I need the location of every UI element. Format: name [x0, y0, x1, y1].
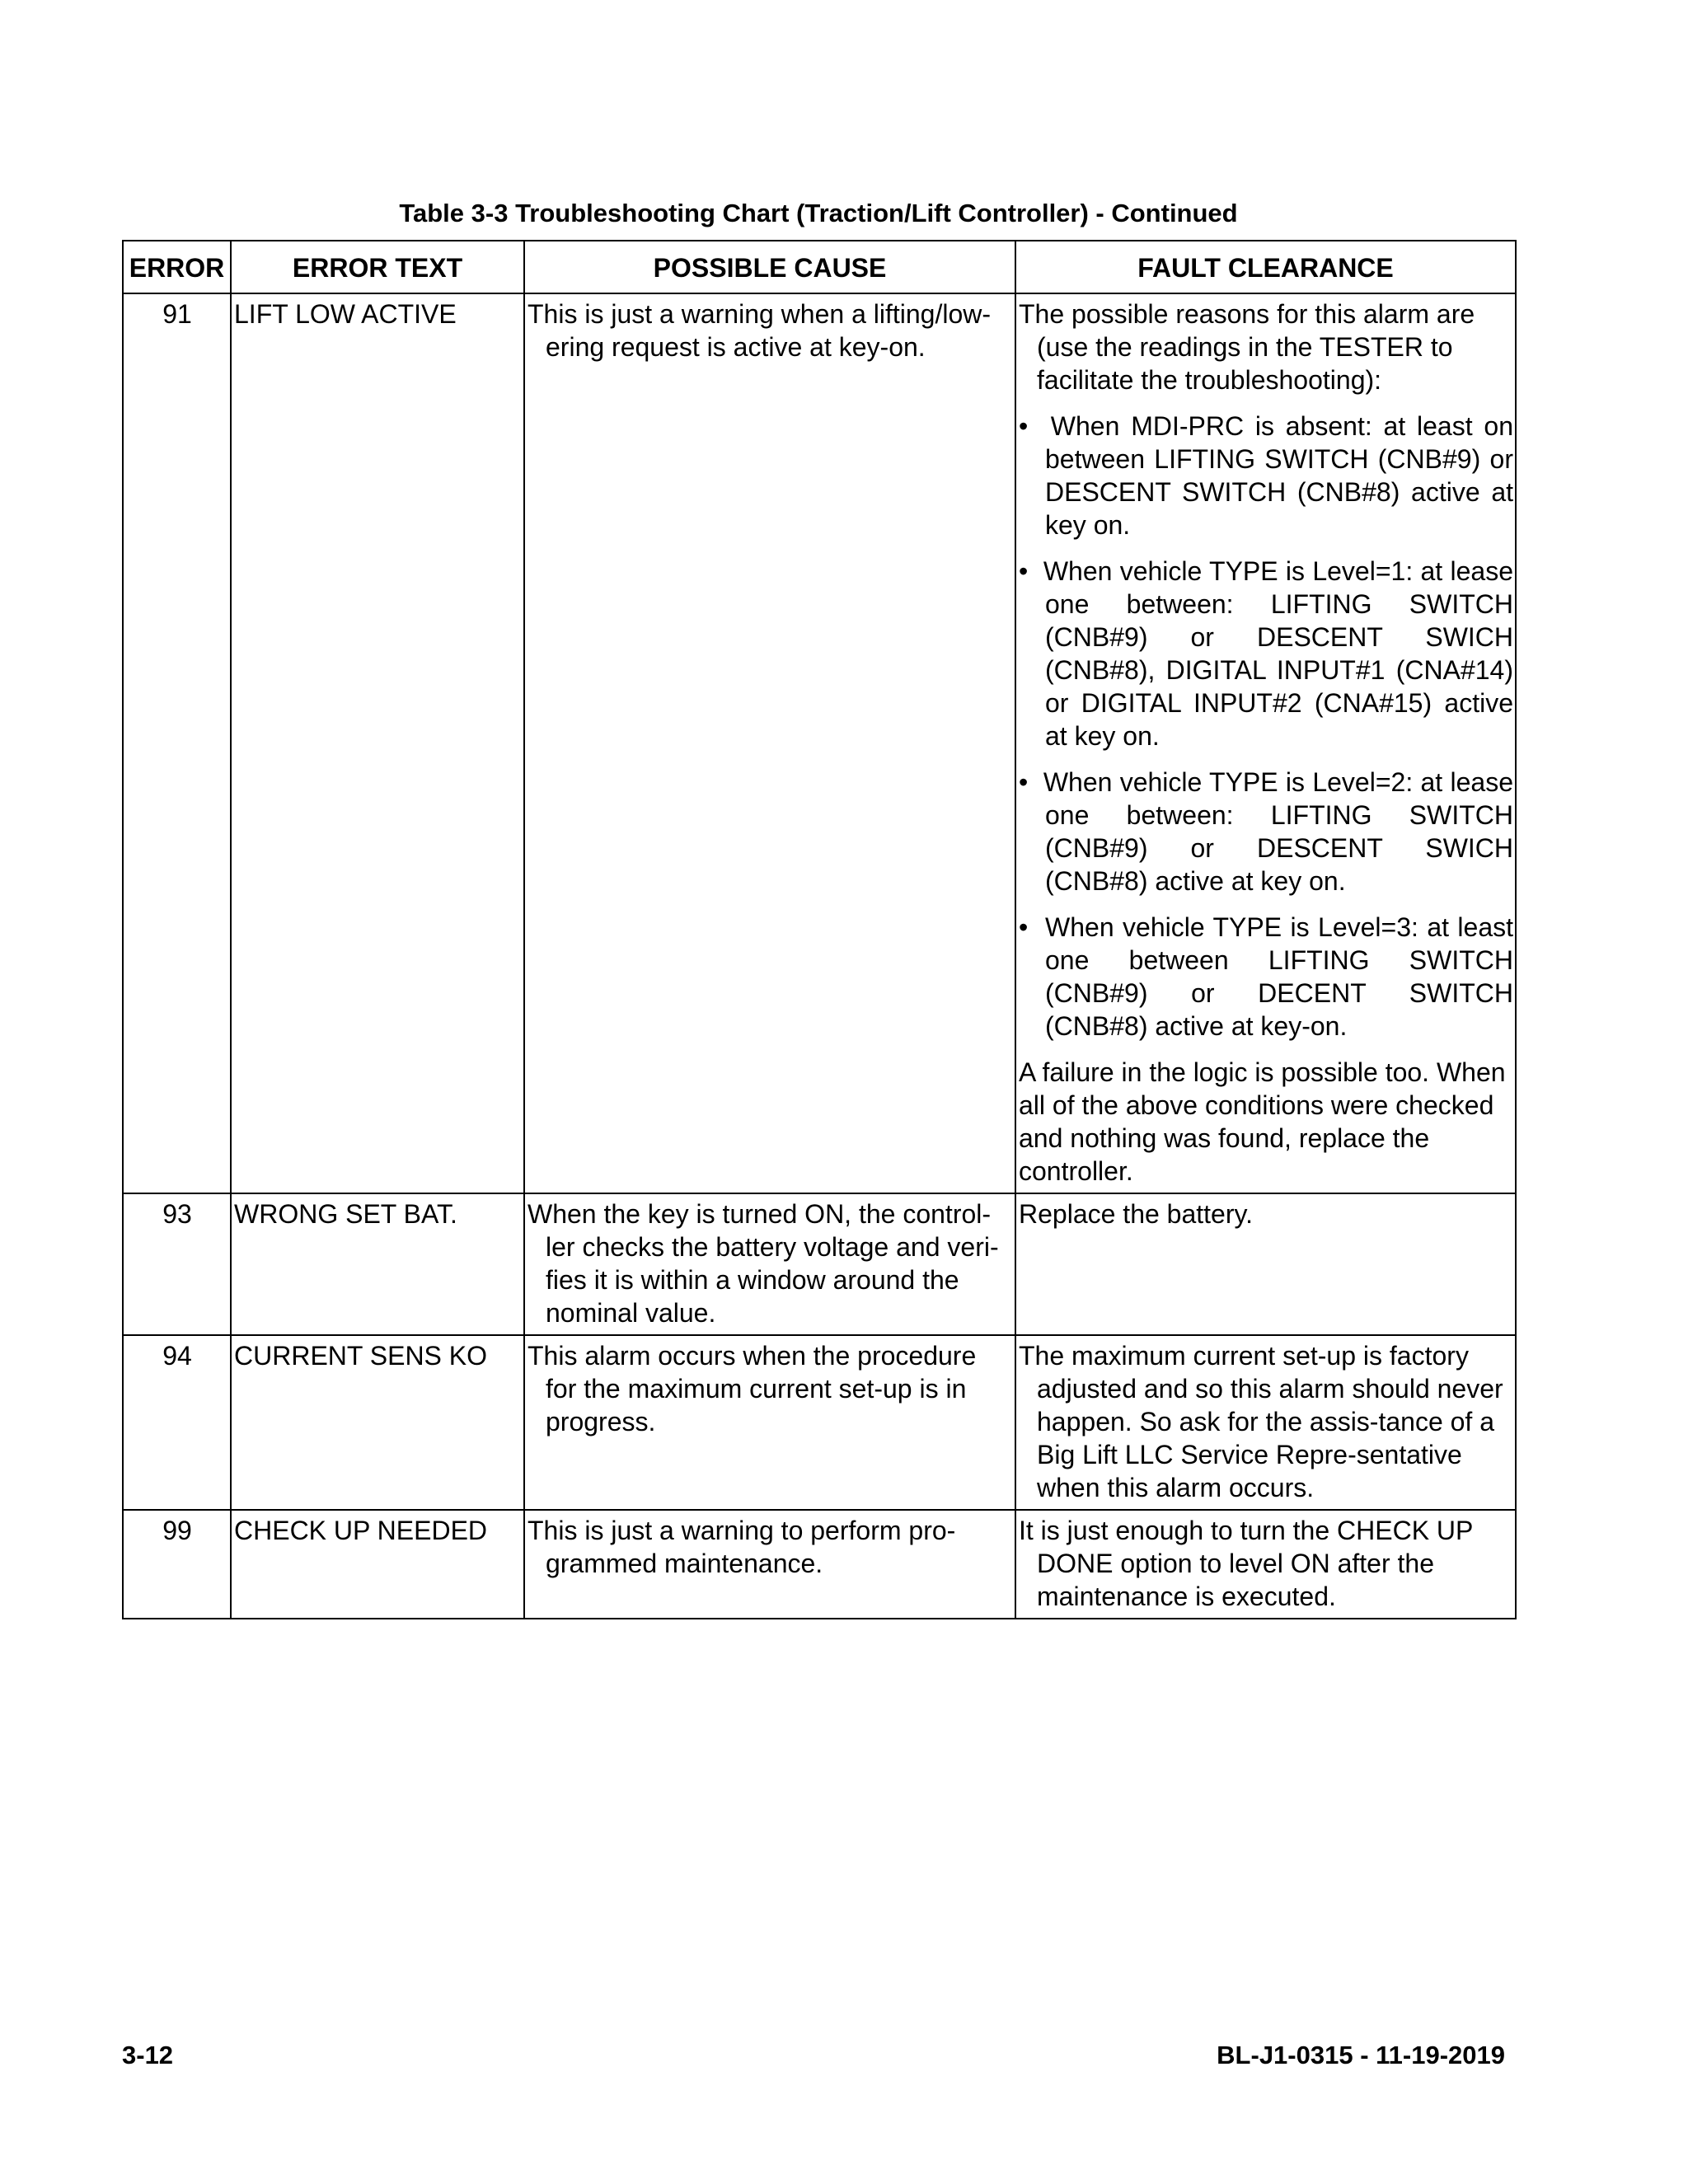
- header-fault-clearance: FAULT CLEARANCE: [1015, 241, 1516, 293]
- fault-clearance-text: Replace the battery.: [1019, 1199, 1254, 1229]
- possible-cause-text: This is just a warning when a lifting/low-ering request is active at key-on.: [528, 299, 992, 362]
- fault-clearance: [1015, 1335, 1516, 1510]
- table-row: [123, 293, 1516, 1193]
- header-possible-cause: POSSIBLE CAUSE: [524, 241, 1015, 293]
- possible-cause: [524, 1193, 1015, 1335]
- table-caption: Table 3-3 Troubleshooting Chart (Traction/Lift Controller) - Continued: [399, 199, 1238, 227]
- table-row: [123, 1335, 1516, 1510]
- fault-clearance-text: It is just enough to turn the CHECK UP DONE option to level ON after the maintenance is executed.: [1019, 1516, 1473, 1611]
- possible-cause-text: This alarm occurs when the procedure for the maximum current set-up is in progress.: [528, 1341, 977, 1436]
- fault-bullet: [1019, 911, 1513, 1043]
- fault-bullet-text: When vehicle TYPE is Level=2: at lease one between: LIFTING SWITCH (CNB#9) or DESCENT SWICH (CNB#8) active at key on.: [1043, 767, 1514, 896]
- header-error-text: ERROR TEXT: [231, 241, 524, 293]
- fault-clearance-text: The maximum current set-up is factory adjusted and so this alarm should never happen. So ask for the assis-tance of a Big Lift LLC Service Repre-sentative when this alarm occurs.: [1019, 1341, 1503, 1502]
- possible-cause: [524, 1335, 1015, 1510]
- fault-bullet: [1019, 766, 1513, 898]
- document-id: BL-J1-0315 - 11-19-2019: [1217, 2041, 1505, 2069]
- error-code: 94: [123, 1335, 231, 1510]
- page-number: 3-12: [122, 2041, 174, 2069]
- troubleshooting-table: [122, 240, 1517, 1619]
- error-code: 91: [123, 293, 231, 1193]
- fault-intro: The possible reasons for this alarm are (use the readings in the TESTER to facilitate the troubleshooting):: [1019, 299, 1475, 395]
- error-text: LIFT LOW ACTIVE: [231, 293, 524, 1193]
- table-header-row: [123, 241, 1516, 293]
- fault-bullet-text: When vehicle TYPE is Level=3: at least one between LIFTING SWITCH (CNB#9) or DECENT SWITCH (CNB#8) active at key-on.: [1045, 912, 1514, 1041]
- fault-outro: A failure in the logic is possible too. When all of the above conditions were checked and nothing was found, replace the controller.: [1019, 1057, 1506, 1186]
- error-text: CURRENT SENS KO: [231, 1335, 524, 1510]
- possible-cause: [524, 1510, 1015, 1619]
- fault-clearance: [1015, 1510, 1516, 1619]
- possible-cause: [524, 293, 1015, 1193]
- fault-bullet-text: When MDI-PRC is absent: at least on between LIFTING SWITCH (CNB#9) or DESCENT SWITCH (CNB#8) active at key on.: [1045, 411, 1513, 540]
- fault-bullet: [1019, 555, 1513, 752]
- fault-clearance: [1015, 1193, 1516, 1335]
- error-text: CHECK UP NEEDED: [231, 1510, 524, 1619]
- header-error: ERROR: [123, 241, 231, 293]
- error-text: WRONG SET BAT.: [231, 1193, 524, 1335]
- possible-cause-text: When the key is turned ON, the control-ler checks the battery voltage and veri-fies it is within a window around the nominal value.: [528, 1199, 999, 1328]
- fault-clearance: [1015, 293, 1516, 1193]
- bullet-icon: •: [1019, 411, 1029, 441]
- error-code: 99: [123, 1510, 231, 1619]
- bullet-icon: •: [1019, 912, 1029, 942]
- bullet-icon: •: [1019, 767, 1029, 797]
- table-row: [123, 1193, 1516, 1335]
- table-row: [123, 1510, 1516, 1619]
- error-code: 93: [123, 1193, 231, 1335]
- possible-cause-text: This is just a warning to perform pro-grammed maintenance.: [528, 1516, 956, 1578]
- fault-bullet-text: When vehicle TYPE is Level=1: at lease one between: LIFTING SWITCH (CNB#9) or DESCENT SWICH (CNB#8), DIGITAL INPUT#1 (CNA#14) or DIGITAL INPUT#2 (CNA#15) active at key on.: [1043, 556, 1514, 751]
- fault-bullet: [1019, 410, 1513, 541]
- bullet-icon: •: [1019, 556, 1029, 586]
